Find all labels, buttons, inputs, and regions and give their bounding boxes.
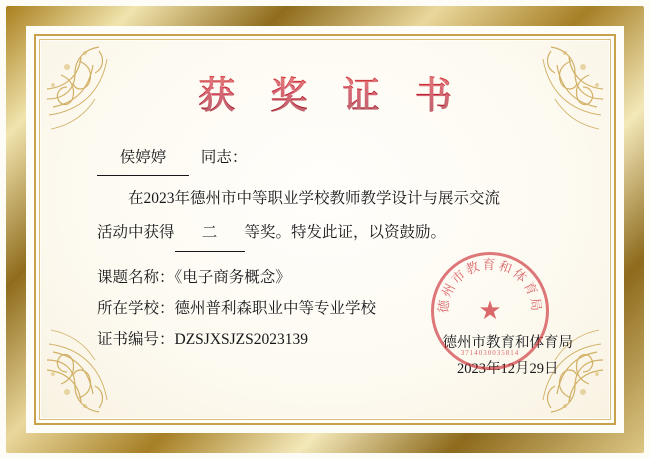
field-value-certificate-number: DZSJXSJZS2023139 xyxy=(174,331,309,348)
award-text-before: 活动中获得 xyxy=(97,224,175,241)
field-label-school: 所在学校： xyxy=(97,300,175,317)
certificate-paper xyxy=(41,41,609,418)
recipient-name: 侯婷婷 xyxy=(97,141,189,176)
svg-text:德州市教育和体育局: 德州市教育和体育局 xyxy=(435,257,545,314)
field-row xyxy=(97,262,581,293)
award-paragraph-line1: 在2023年德州市中等职业学校教师教学设计与展示交流 xyxy=(128,190,501,207)
issuer-block xyxy=(443,330,574,382)
seal-bottom-text: 3714030035814 xyxy=(460,349,520,357)
field-label-topic: 课题名称： xyxy=(97,269,175,286)
award-rank: 二 xyxy=(175,216,245,252)
field-row xyxy=(97,293,581,324)
seal-star-icon: ★ xyxy=(478,296,502,325)
award-paragraph-line2 xyxy=(97,216,581,252)
field-label-certificate-number: 证书编号： xyxy=(97,331,175,348)
award-text-after: 等奖。特发此证，以资鼓励。 xyxy=(244,224,447,241)
field-value-topic: 《电子商务概念》 xyxy=(174,269,291,286)
field-value-school: 德州普利森职业中等专业学校 xyxy=(174,300,377,317)
certificate-content xyxy=(41,41,609,418)
salutation-tail: 同志： xyxy=(200,149,248,166)
issue-date: 2023年12月29日 xyxy=(457,361,559,377)
certificate-body xyxy=(69,141,581,355)
salutation-line xyxy=(97,141,581,176)
certificate-title: 获 奖 证 书 xyxy=(69,65,581,119)
issuer-name: 德州市教育和体育局 xyxy=(442,335,573,351)
